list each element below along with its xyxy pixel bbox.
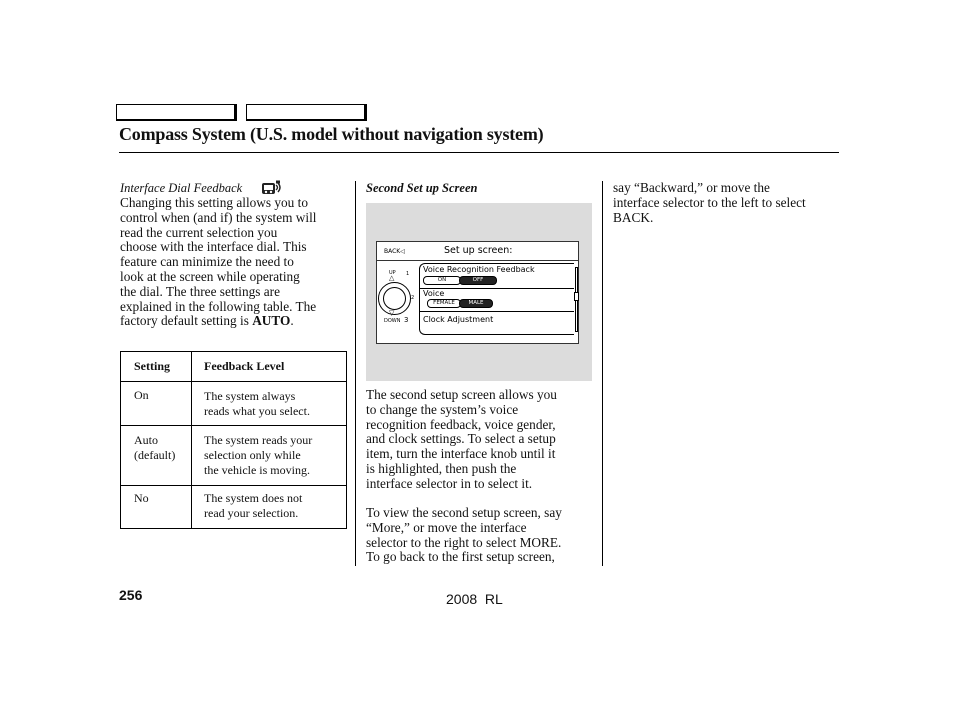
up-arrow-icon: △	[389, 274, 395, 282]
interface-dial-icon[interactable]	[378, 282, 411, 315]
down-arrow-icon: ▽	[389, 309, 395, 317]
text-line: “More,” or move the interface	[366, 519, 527, 535]
nav-tab-right[interactable]	[246, 104, 367, 121]
option-female[interactable]: FEMALE	[427, 299, 461, 308]
option-off[interactable]: OFF	[459, 276, 497, 285]
cell-line: On	[134, 388, 149, 402]
table-row	[121, 381, 346, 426]
table-cell-setting	[134, 433, 175, 463]
up-label: UP	[389, 270, 396, 276]
table-cell-level	[204, 433, 312, 478]
text-line: To view the second setup screen, say	[366, 505, 562, 520]
text-line: to change the system’s voice	[366, 401, 519, 417]
footer-model: 2008 RL	[446, 591, 503, 607]
table-cell-setting	[134, 388, 149, 403]
text-line: recognition feedback, voice gender,	[366, 416, 556, 432]
text-line: The second setup screen allows you	[366, 387, 557, 402]
table-header-feedback-level: Feedback Level	[204, 359, 285, 373]
table-cell-setting	[134, 491, 149, 506]
text-fragment: factory default setting is	[120, 313, 253, 329]
voice-command-icon	[261, 180, 283, 195]
cell-line: The system does not	[204, 491, 303, 505]
text-line	[120, 314, 350, 329]
setup-screen-figure	[366, 203, 592, 381]
text-line: say “Backward,” or move the	[613, 180, 770, 195]
table-row	[121, 425, 346, 485]
menu-divider	[420, 311, 574, 312]
text-line: Changing this setting allows you to	[120, 195, 309, 210]
text-line: read the current selection you	[120, 224, 278, 240]
cell-line: The system always	[204, 389, 296, 403]
table-row	[121, 485, 346, 530]
menu-item-voice[interactable]: Voice	[423, 289, 445, 298]
cell-line: the vehicle is moving.	[204, 463, 310, 477]
text-line: the dial. The three settings are	[120, 283, 280, 299]
text-line: BACK.	[613, 209, 654, 225]
menu-item-voice-recognition-feedback[interactable]: Voice Recognition Feedback	[423, 265, 535, 274]
text-line: is highlighted, then push the	[366, 460, 517, 476]
back-label[interactable]: BACK◁	[384, 248, 405, 255]
text-line: explained in the following table. The	[120, 298, 317, 314]
option-on[interactable]: ON	[423, 276, 461, 285]
table-cell-level	[204, 491, 302, 521]
cell-line: selection only while	[204, 448, 301, 462]
cell-line: Auto	[134, 433, 158, 447]
feedback-settings-table	[120, 351, 347, 529]
num-3: 3	[404, 316, 409, 324]
text-line: item, turn the interface knob until it	[366, 446, 556, 462]
continued-paragraph	[613, 181, 841, 225]
text-line: interface selector to the left to select	[613, 194, 806, 210]
down-label: DOWN	[384, 318, 401, 324]
text-line: choose with the interface dial. This	[120, 239, 307, 255]
option-male[interactable]: MALE	[459, 299, 493, 308]
screen-title: Set up screen:	[444, 245, 513, 256]
cell-line: No	[134, 491, 149, 505]
section-heading-interface-dial-feedback: Interface Dial Feedback	[120, 181, 243, 195]
setup-screen-display	[376, 241, 579, 344]
intro-paragraph	[120, 196, 350, 329]
text-line: selector to the right to select MORE.	[366, 534, 562, 550]
table-cell-level	[204, 389, 310, 419]
text-line: interface selector in to select it.	[366, 475, 533, 491]
section-heading-second-setup-screen: Second Set up Screen	[366, 181, 478, 195]
text-line: and clock settings. To select a setup	[366, 431, 556, 447]
title-divider	[119, 152, 839, 153]
text-line: To go back to the first setup screen,	[366, 549, 555, 565]
cell-line: (default)	[134, 448, 176, 462]
page-number: 256	[119, 587, 143, 603]
text-line: control when (and if) the system will	[120, 209, 317, 225]
setup-paragraph	[366, 388, 600, 492]
text-fragment: .	[290, 313, 294, 329]
header-underline	[377, 260, 578, 261]
column-divider-right	[602, 181, 603, 566]
num-2: 2	[411, 295, 415, 301]
menu-item-clock-adjustment[interactable]: Clock Adjustment	[423, 315, 494, 324]
table-header-setting: Setting	[134, 359, 170, 373]
page-title: Compass System (U.S. model without navigation system)	[119, 124, 544, 144]
cell-line: read your selection.	[204, 506, 299, 520]
nav-tab-left[interactable]	[116, 104, 237, 121]
text-line: look at the screen while operating	[120, 268, 300, 284]
default-setting-value: AUTO	[252, 313, 291, 329]
cell-line: The system reads your	[204, 433, 313, 447]
navigation-paragraph	[366, 506, 600, 565]
scroll-indicator	[574, 292, 579, 301]
cell-line: reads what you select.	[204, 404, 310, 418]
text-line: feature can minimize the need to	[120, 254, 294, 270]
column-divider-middle	[355, 181, 356, 566]
num-1: 1	[406, 271, 410, 277]
